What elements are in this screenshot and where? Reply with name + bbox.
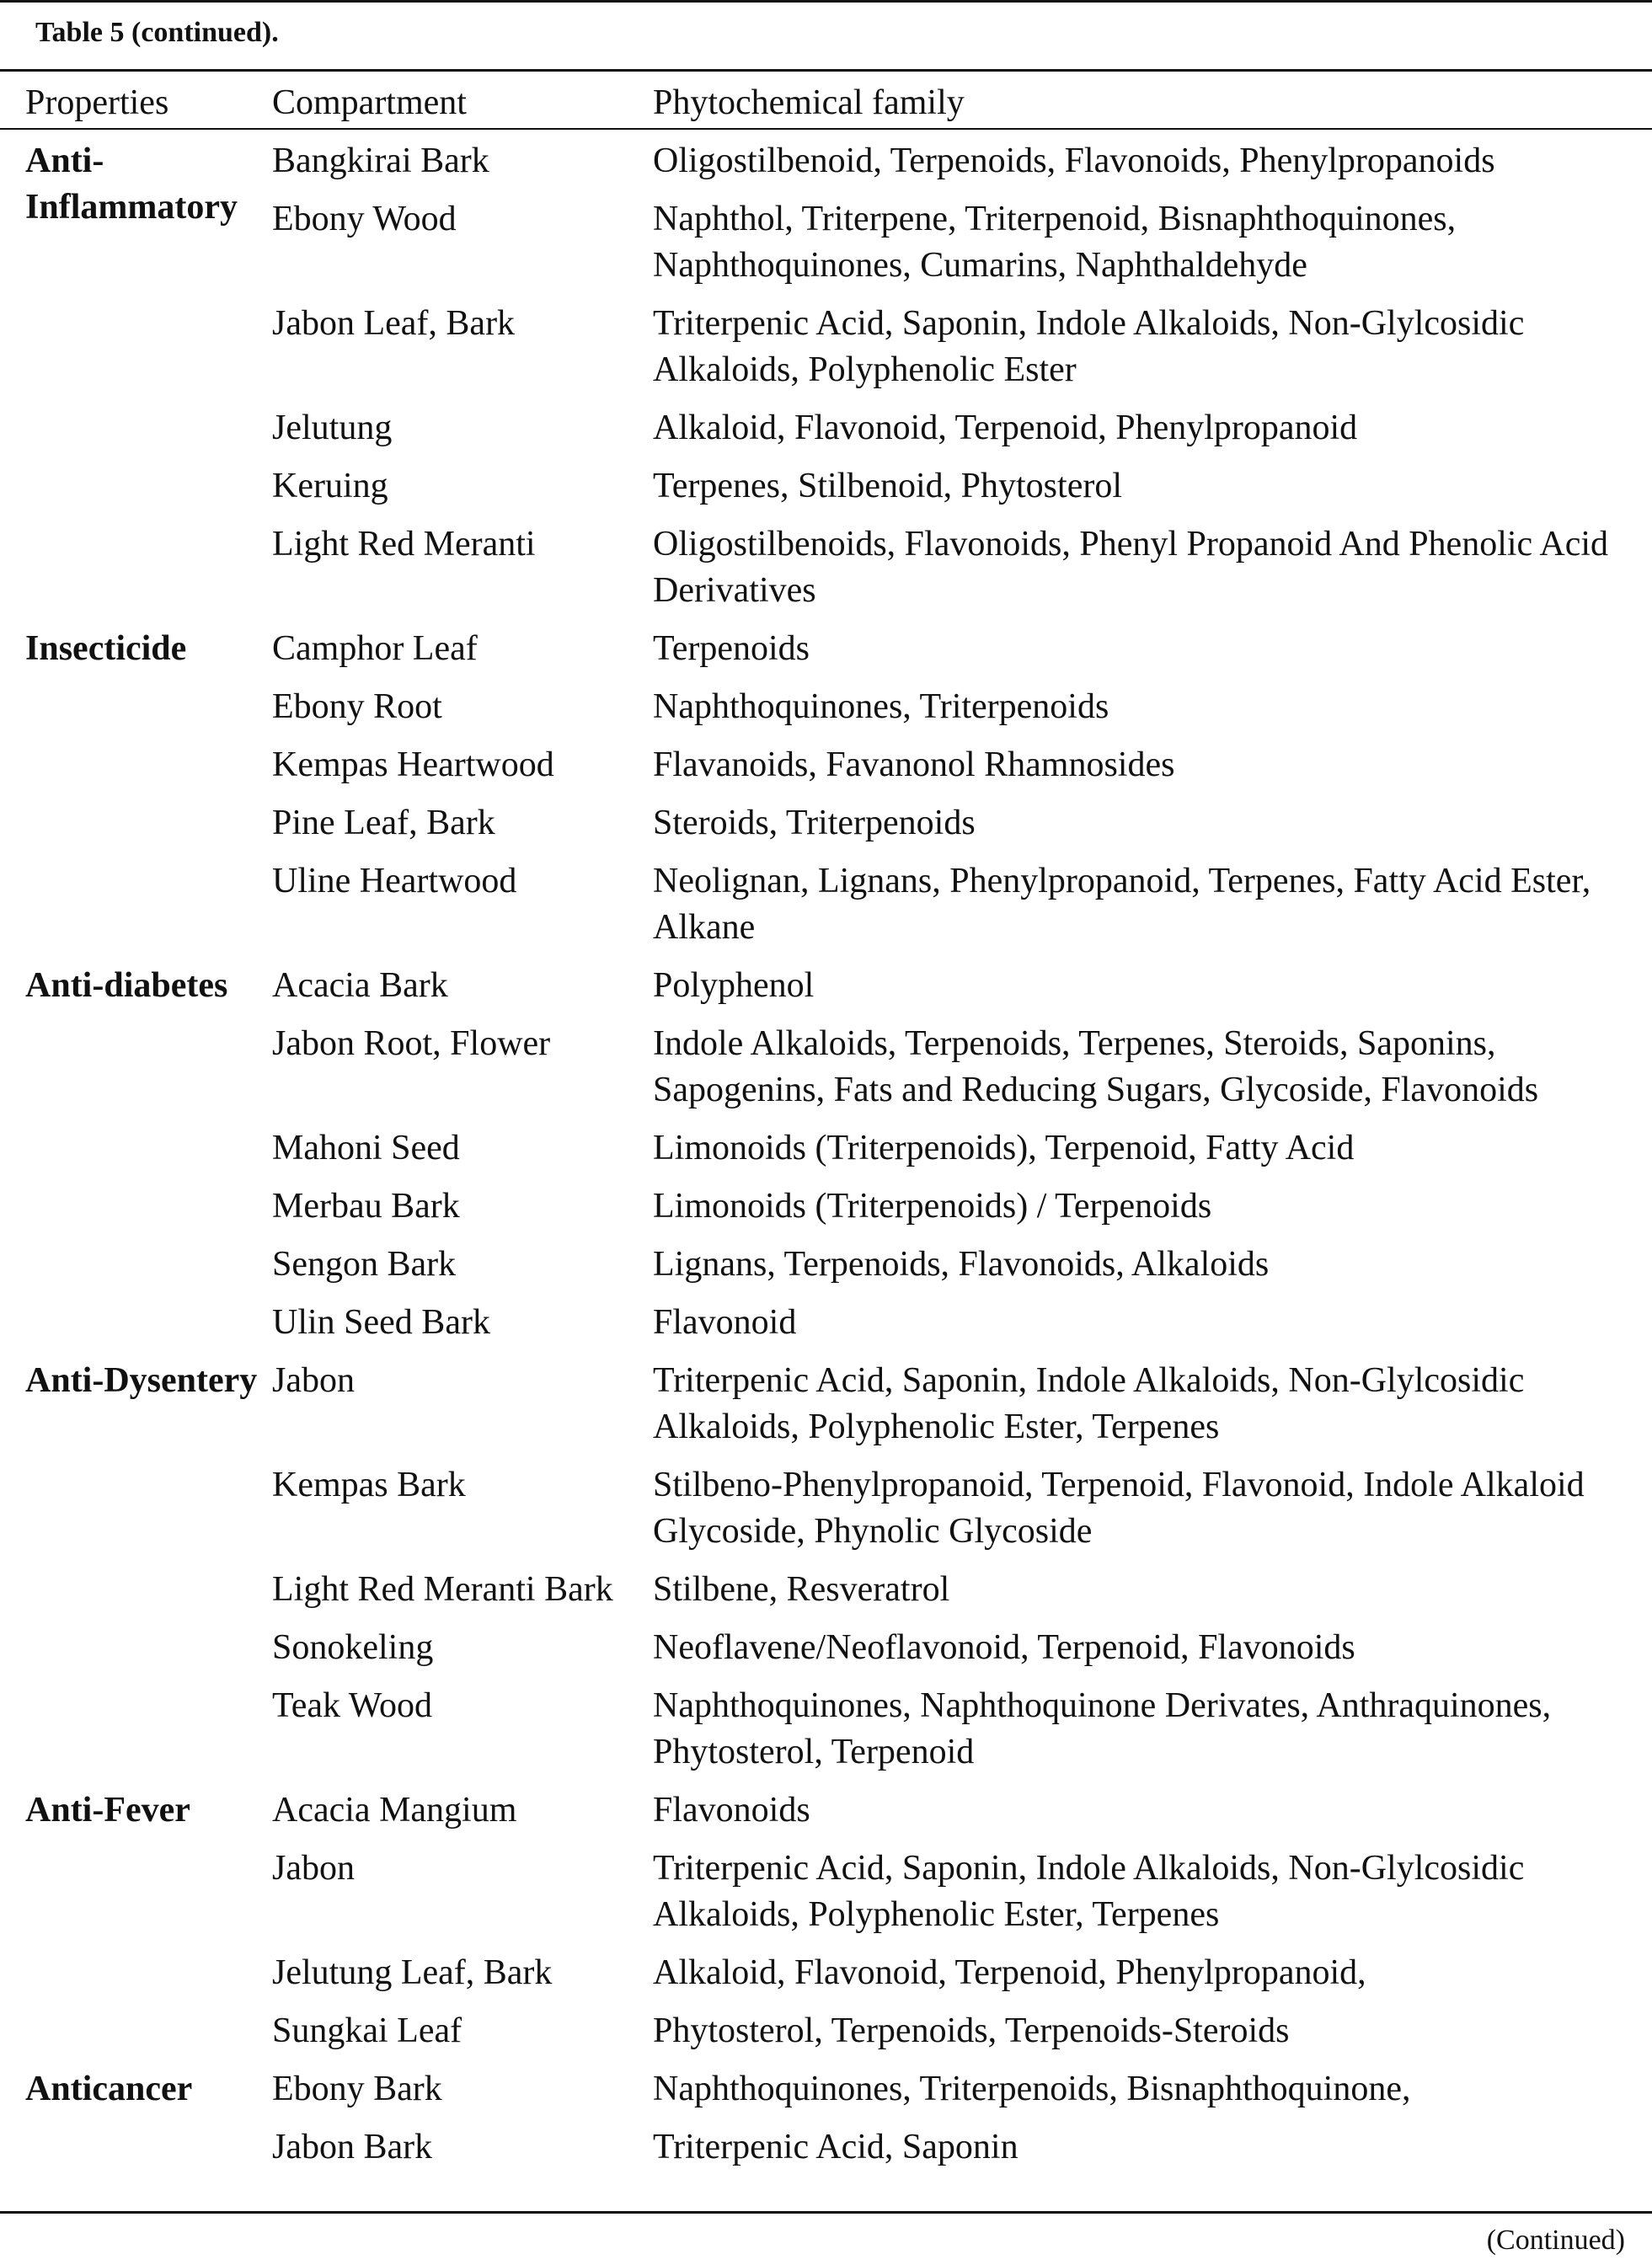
row-compartment: Kempas Heartwood bbox=[272, 745, 554, 784]
row-compartment: Jelutung Leaf, Bark bbox=[272, 1953, 553, 1992]
table-row bbox=[0, 1846, 1652, 1950]
table-row bbox=[0, 1462, 1652, 1567]
header-phytochemical: Phytochemical family bbox=[653, 83, 965, 122]
table-row bbox=[0, 626, 1652, 684]
row-property: Anti-Dysentery bbox=[25, 1361, 258, 1400]
table-row bbox=[0, 521, 1652, 626]
row-phytochemical: Naphthoquinones, Naphthoquinone Derivates, Anthraquinones, Phytosterol, Terpenoid bbox=[653, 1686, 1552, 1771]
table-body bbox=[0, 138, 1652, 2182]
table-row bbox=[0, 1242, 1652, 1300]
table-row bbox=[0, 405, 1652, 463]
row-compartment: Merbau Bark bbox=[272, 1187, 460, 1226]
table-row bbox=[0, 2008, 1652, 2066]
row-compartment: Light Red Meranti bbox=[272, 525, 536, 564]
row-compartment: Jelutung bbox=[272, 409, 393, 447]
row-property: Anti-diabetes bbox=[25, 966, 228, 1005]
row-compartment: Camphor Leaf bbox=[272, 629, 478, 668]
row-property: Anticancer bbox=[25, 2070, 193, 2108]
row-phytochemical: Triterpenic Acid, Saponin bbox=[653, 2128, 1018, 2166]
row-phytochemical: Triterpenic Acid, Saponin, Indole Alkaloids, Non-Glylcosidic Alkaloids, Polyphenolic Ester, Terpenes bbox=[653, 1849, 1525, 1934]
table-row bbox=[0, 1787, 1652, 1846]
row-phytochemical: Oligostilbenoid, Terpenoids, Flavonoids, Phenylpropanoids bbox=[653, 142, 1495, 180]
row-compartment: Ebony Bark bbox=[272, 2070, 442, 2108]
row-phytochemical: Flavonoid bbox=[653, 1303, 797, 1342]
row-compartment: Pine Leaf, Bark bbox=[272, 804, 495, 842]
header-rule bbox=[0, 128, 1652, 130]
table-row bbox=[0, 800, 1652, 858]
row-compartment: Sungkai Leaf bbox=[272, 2011, 462, 2050]
top-rule bbox=[0, 0, 1652, 3]
header-properties: Properties bbox=[25, 83, 169, 122]
table-row bbox=[0, 1183, 1652, 1242]
row-compartment: Jabon bbox=[272, 1361, 355, 1400]
table-row bbox=[0, 742, 1652, 800]
row-property: Anti-Fever bbox=[25, 1791, 190, 1830]
row-compartment: Acacia Bark bbox=[272, 966, 448, 1005]
row-phytochemical: Flavanoids, Favanonol Rhamnosides bbox=[653, 745, 1175, 784]
table-row bbox=[0, 1021, 1652, 1125]
table-row bbox=[0, 1950, 1652, 2008]
table-row bbox=[0, 684, 1652, 742]
row-phytochemical: Neoflavene/Neoflavonoid, Terpenoid, Flavonoids bbox=[653, 1628, 1355, 1667]
row-compartment: Bangkirai Bark bbox=[272, 142, 489, 180]
row-compartment: Jabon Bark bbox=[272, 2128, 433, 2166]
row-compartment: Sengon Bark bbox=[272, 1245, 457, 1284]
table-caption: Table 5 (continued). bbox=[35, 17, 279, 48]
row-phytochemical: Naphthoquinones, Triterpenoids, Bisnaphthoquinone, bbox=[653, 2070, 1411, 2108]
row-compartment: Keruing bbox=[272, 467, 388, 505]
row-phytochemical: Limonoids (Triterpenoids), Terpenoid, Fatty Acid bbox=[653, 1129, 1355, 1167]
row-compartment: Jabon Root, Flower bbox=[272, 1024, 551, 1063]
table-row bbox=[0, 1300, 1652, 1358]
row-phytochemical: Polyphenol bbox=[653, 966, 815, 1005]
bottom-rule bbox=[0, 2211, 1652, 2214]
table-row bbox=[0, 463, 1652, 521]
row-compartment: Mahoni Seed bbox=[272, 1129, 460, 1167]
row-phytochemical: Terpenoids bbox=[653, 629, 810, 668]
table-row bbox=[0, 301, 1652, 405]
table-row bbox=[0, 963, 1652, 1021]
row-compartment: Jabon Leaf, Bark bbox=[272, 304, 516, 343]
row-phytochemical: Limonoids (Triterpenoids) / Terpenoids bbox=[653, 1187, 1212, 1226]
row-phytochemical: Triterpenic Acid, Saponin, Indole Alkaloids, Non-Glylcosidic Alkaloids, Polyphenolic Ester bbox=[653, 304, 1525, 389]
row-phytochemical: Naphthol, Triterpene, Triterpenoid, Bisnaphthoquinones, Naphthoquinones, Cumarins, Naphthaldehyde bbox=[653, 200, 1457, 285]
caption-rule bbox=[0, 69, 1652, 72]
row-phytochemical: Naphthoquinones, Triterpenoids bbox=[653, 687, 1109, 726]
table-row bbox=[0, 2066, 1652, 2124]
row-compartment: Kempas Bark bbox=[272, 1466, 466, 1504]
row-phytochemical: Stilbeno-Phenylpropanoid, Terpenoid, Flavonoid, Indole Alkaloid Glycoside, Phynolic Glycoside bbox=[653, 1466, 1585, 1551]
row-compartment: Ebony Root bbox=[272, 687, 442, 726]
row-phytochemical: Neolignan, Lignans, Phenylpropanoid, Terpenes, Fatty Acid Ester, Alkane bbox=[653, 862, 1591, 947]
row-compartment: Light Red Meranti Bark bbox=[272, 1570, 613, 1609]
row-phytochemical: Triterpenic Acid, Saponin, Indole Alkaloids, Non-Glylcosidic Alkaloids, Polyphenolic Ester, Terpenes bbox=[653, 1361, 1525, 1446]
table-header-row bbox=[0, 83, 1652, 123]
row-phytochemical: Flavonoids bbox=[653, 1791, 810, 1830]
table-row bbox=[0, 1125, 1652, 1183]
header-compartment: Compartment bbox=[272, 83, 467, 122]
row-phytochemical: Alkaloid, Flavonoid, Terpenoid, Phenylpropanoid bbox=[653, 409, 1358, 447]
row-phytochemical: Alkaloid, Flavonoid, Terpenoid, Phenylpropanoid, bbox=[653, 1953, 1366, 1992]
table-row bbox=[0, 858, 1652, 963]
row-compartment: Acacia Mangium bbox=[272, 1791, 517, 1830]
row-phytochemical: Stilbene, Resveratrol bbox=[653, 1570, 950, 1609]
row-phytochemical: Terpenes, Stilbenoid, Phytosterol bbox=[653, 467, 1122, 505]
row-phytochemical: Indole Alkaloids, Terpenoids, Terpenes, Steroids, Saponins, Sapogenins, Fats and Reducing Sugars, Glycoside, Flavonoids bbox=[653, 1024, 1539, 1109]
row-compartment: Ebony Wood bbox=[272, 200, 457, 238]
row-phytochemical: Oligostilbenoids, Flavonoids, Phenyl Propanoid And Phenolic Acid Derivatives bbox=[653, 525, 1608, 610]
row-compartment: Ulin Seed Bark bbox=[272, 1303, 490, 1342]
row-property: Anti-Inflammatory bbox=[25, 142, 238, 227]
row-compartment: Teak Wood bbox=[272, 1686, 433, 1725]
continued-note: (Continued) bbox=[1486, 2225, 1625, 2256]
table-row bbox=[0, 1683, 1652, 1787]
row-compartment: Sonokeling bbox=[272, 1628, 434, 1667]
row-compartment: Jabon bbox=[272, 1849, 355, 1888]
table-row bbox=[0, 1625, 1652, 1683]
table-row bbox=[0, 1358, 1652, 1462]
row-phytochemical: Lignans, Terpenoids, Flavonoids, Alkaloids bbox=[653, 1245, 1270, 1284]
row-property: Insecticide bbox=[25, 629, 187, 668]
table-row bbox=[0, 196, 1652, 301]
row-compartment: Uline Heartwood bbox=[272, 862, 517, 900]
row-phytochemical: Steroids, Triterpenoids bbox=[653, 804, 976, 842]
table-row bbox=[0, 1567, 1652, 1625]
table-row bbox=[0, 2124, 1652, 2182]
row-phytochemical: Phytosterol, Terpenoids, Terpenoids-Steroids bbox=[653, 2011, 1290, 2050]
